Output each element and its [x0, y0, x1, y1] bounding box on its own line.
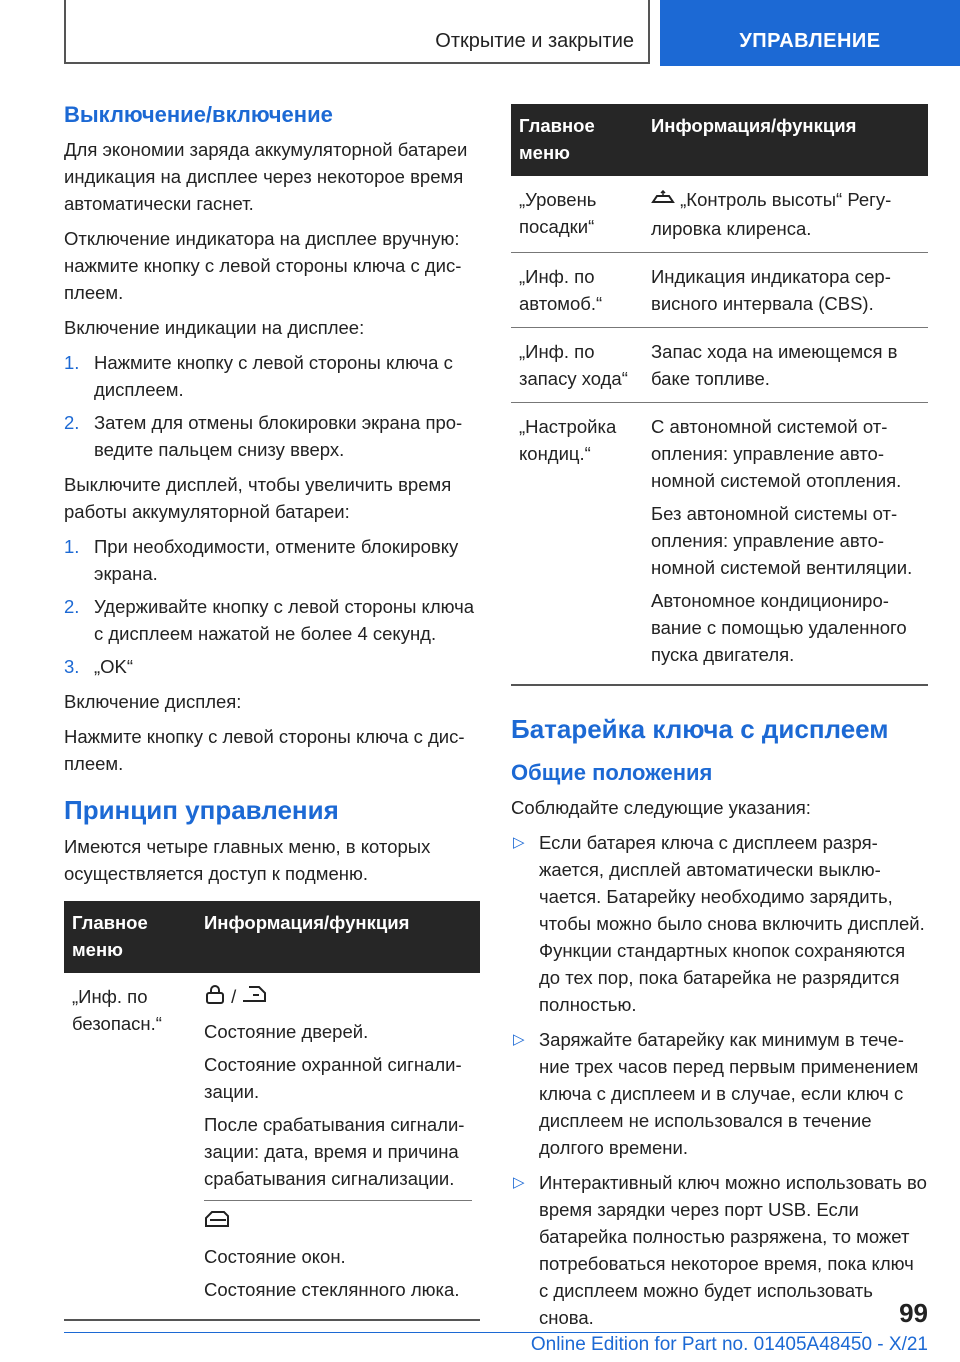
list-item	[64, 593, 480, 647]
list-text: Нажмите кнопку с левой стороны ключа с дисплеем.	[94, 352, 453, 400]
paragraph: Включение индикации на дисплее:	[64, 317, 365, 338]
table-row	[64, 973, 480, 1320]
cell-line: Состояние охранной сигнализации.	[204, 1053, 462, 1102]
numbered-list	[64, 533, 480, 680]
cell-line: Без автономной системы отопления: управление автономной системой вентиляции.	[651, 502, 913, 578]
door-lock-icon	[204, 985, 226, 1012]
table-cell-menu: „Инф. по запасу хода“	[511, 327, 643, 402]
cell-text: „Контроль высоты“ Регулировка клиренса.	[651, 189, 892, 239]
table-cell-info	[196, 973, 480, 1320]
icon-separator: /	[231, 986, 237, 1007]
list-item	[64, 409, 480, 463]
car-window-icon	[204, 1210, 232, 1237]
cell-line: Автономное кондиционирование с помощью удаленного пуска двигателя.	[651, 589, 907, 665]
list-text: „OK“	[94, 656, 134, 677]
numbered-list	[64, 349, 480, 463]
table-row	[511, 327, 928, 402]
cell-line: Состояние стеклянного люка.	[204, 1279, 460, 1301]
heading-principle: Принцип управления	[64, 795, 339, 825]
table-cell-info: Запас хода на имеющемся в баке топливе.	[643, 327, 928, 402]
bullet-text: Интерактивный ключ можно использовать во время зарядки через порт USB. Если батарейка полностью разряжена, то может потребоваться некоторое время, пока ключ с дисплеем можно будет использовать снова.	[539, 1171, 927, 1328]
table-row	[511, 176, 928, 252]
section-title: Открытие и закрытие	[435, 30, 634, 52]
page-number: 99	[899, 1298, 928, 1328]
cell-line: После срабатывания сигнализации: дата, время и причина срабатывания сигнализации.	[204, 1113, 465, 1189]
window-icon-row	[204, 1209, 472, 1238]
paragraph: Отключение индикатора на дисплее вручную: нажмите кнопку с левой стороны ключа с дисплеем.	[64, 228, 462, 303]
chapter-title: УПРАВЛЕНИЕ	[739, 30, 881, 52]
bullet-triangle-icon: ▷	[513, 1030, 525, 1048]
list-text: Затем для отмены блокировки экрана проведите пальцем снизу вверх.	[94, 412, 463, 460]
footer-edition[interactable]: Online Edition for Part no. 01405A48450 - X/21	[530, 1334, 928, 1355]
list-number: 2.	[64, 412, 80, 433]
list-item	[64, 349, 480, 403]
table-cell-info	[643, 402, 928, 685]
bullet-item	[511, 829, 928, 1018]
paragraph: Имеются четыре главных меню, в которых осуществляется доступ к подменю.	[64, 836, 431, 884]
paragraph: Включение дисплея:	[64, 691, 242, 712]
list-number: 3.	[64, 656, 80, 677]
bullet-item	[511, 1026, 928, 1161]
table-cell-menu: „Уровень посадки“	[511, 176, 643, 252]
cell-line: Состояние дверей.	[204, 1020, 369, 1042]
bullet-triangle-icon: ▷	[513, 833, 525, 851]
menu-table	[511, 104, 928, 686]
paragraph: Соблюдайте следующие указания:	[511, 796, 811, 818]
heading-on-off: Выключение/включение	[64, 102, 333, 127]
table-cell-info: Индикация индикатора сервисного интервала (CBS).	[643, 252, 928, 327]
header-chapter-tab[interactable]	[660, 0, 960, 66]
table-row	[511, 252, 928, 327]
table-header-menu: Главное меню	[64, 901, 196, 973]
paragraph: Нажмите кнопку с левой стороны ключа с дисплеем.	[64, 726, 465, 774]
table-header-info: Информация/функция	[196, 901, 480, 973]
cell-line: С автономной системой отопления: управление автономной системой отопления.	[651, 415, 902, 491]
right-column	[511, 100, 928, 1339]
left-column	[64, 100, 480, 1321]
ride-height-icon	[651, 188, 675, 215]
icon-row	[204, 983, 472, 1012]
list-text: При необходимости, отмените блокировку экрана.	[94, 536, 459, 584]
bullet-item	[511, 1169, 928, 1331]
table-row	[511, 402, 928, 685]
heading-general: Общие положения	[511, 759, 713, 785]
bullet-text: Заряжайте батарейку как минимум в течение трех часов перед первым применением ключа с дисплеем и в случае, если ключ с дисплеем не использовался в течение долгого времени.	[539, 1028, 919, 1158]
paragraph: Для экономии заряда аккумуляторной батареи индикация на дисплее через некоторое время автоматически гаснет.	[64, 139, 468, 214]
table-header-info: Информация/функция	[643, 104, 928, 176]
list-item	[64, 533, 480, 587]
cell-divider	[204, 1200, 472, 1201]
menu-table	[64, 901, 480, 1321]
table-cell-menu: „Инф. по безопасн.“	[64, 973, 196, 1320]
table-cell-menu: „Инф. по автомоб.“	[511, 252, 643, 327]
header-section	[64, 0, 650, 64]
table-cell-menu: „Настройка кондиц.“	[511, 402, 643, 685]
bullet-text: Если батарея ключа с дисплеем разряжается, дисплей автоматически выключается. Батарейку необходимо зарядить, чтобы можно было снова включить дисплей. Функции стандартных кнопок сохраняются до тех пор, пока батарейка не разрядится полностью.	[539, 831, 925, 1015]
list-number: 1.	[64, 352, 80, 373]
cell-line: Состояние окон.	[204, 1246, 346, 1268]
list-number: 2.	[64, 596, 80, 617]
table-header-menu: Главное меню	[511, 104, 643, 176]
heading-battery: Батарейка ключа с дисплеем	[511, 713, 889, 744]
bullet-triangle-icon: ▷	[513, 1173, 525, 1191]
paragraph: Выключите дисплей, чтобы увеличить время работы аккумуляторной батареи:	[64, 474, 452, 522]
table-cell-info	[643, 176, 928, 252]
car-door-icon	[241, 985, 269, 1012]
list-number: 1.	[64, 536, 80, 557]
list-text: Удерживайте кнопку с левой стороны ключа с дисплеем нажатой не более 4 секунд.	[94, 596, 475, 644]
footer-divider	[64, 1332, 862, 1333]
list-item	[64, 653, 480, 680]
